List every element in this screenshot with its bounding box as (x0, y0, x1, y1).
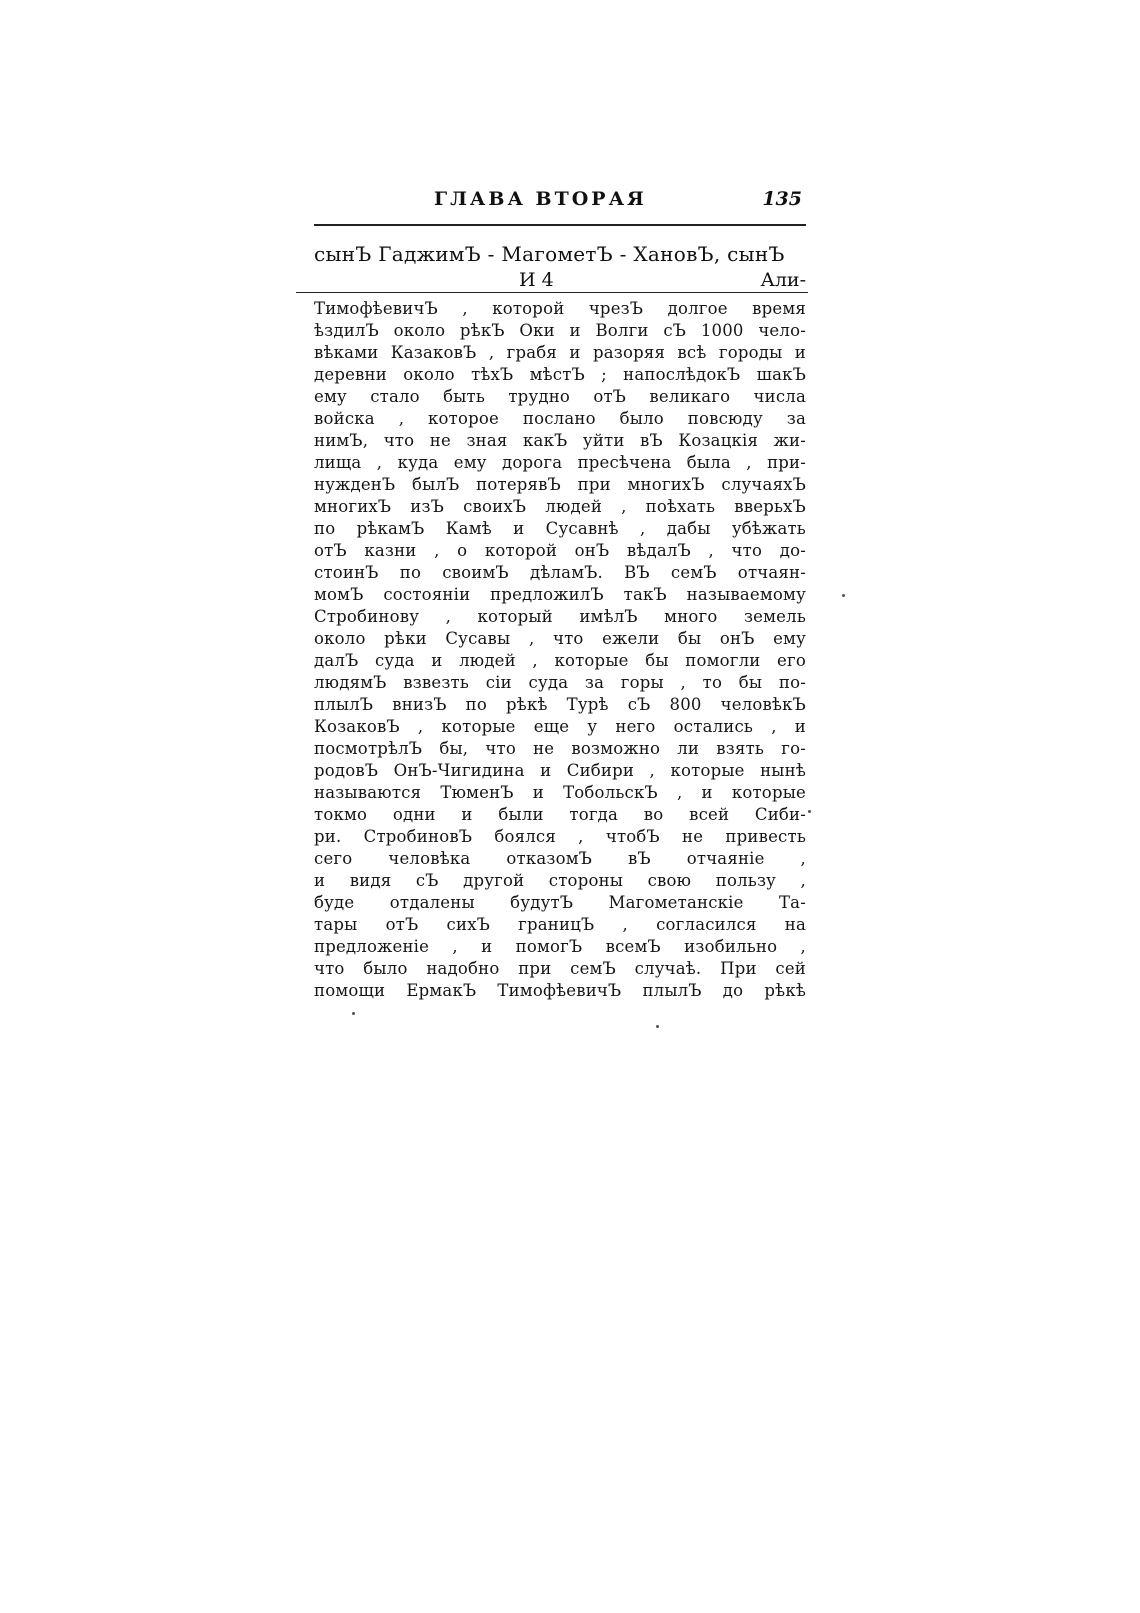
text-line: нужденЪ былЪ потерявЪ при многихЪ случаяхЪ (314, 475, 806, 494)
footnote-rule (296, 292, 808, 293)
text-line: помощи ЕрмакЪ ТимофѣевичЪ плылЪ до рѣкѣ (314, 981, 806, 1000)
running-title: ГЛАВА ВТОРАЯ (434, 188, 647, 210)
text-line: ему стало быть трудно отЪ великаго числа (314, 387, 806, 406)
text-line: вѣками КазаковЪ , грабя и разоряя всѣ городы и (314, 343, 806, 362)
header-rule (314, 224, 806, 226)
catchword-block (314, 242, 806, 298)
text-line: ри. СтробиновЪ боялся , чтобЪ не привесть (314, 827, 806, 846)
body-text (314, 298, 806, 1002)
text-line: около рѣки Сусавы , что ежели бы онЪ ему (314, 629, 806, 648)
footnote-line: сынЪ ГаджимЪ - МагометЪ - ХановЪ, сынЪ (314, 242, 785, 266)
text-line: что было надобно при семЪ случаѣ. При сей (314, 959, 806, 978)
signature-mark: И 4 (519, 269, 554, 291)
text-line: предложеніе , и помогЪ всемЪ изобильно , (314, 937, 806, 956)
text-line: родовЪ ОнЪ-Чигидина и Сибири , которые нынѣ (314, 761, 806, 780)
text-line: Стробинову , который имѣлЪ много земель (314, 607, 806, 626)
text-line: сего человѣка отказомЪ вЪ отчаяніе , (314, 849, 806, 868)
text-line: лища , куда ему дорога пресѣчена была , при- (314, 453, 806, 472)
text-line: ТимофѣевичЪ , которой чрезЪ долгое время (314, 299, 806, 318)
text-line: посмотрѣлЪ бы, что не возможно ли взять го- (314, 739, 806, 758)
text-line: момЪ состояніи предложилЪ такЪ называемому (314, 585, 806, 604)
text-line: нимЪ, что не зная какЪ уйти вЪ Козацкія жи- (314, 431, 806, 450)
margin-speck (656, 1025, 659, 1028)
book-page (314, 180, 806, 1000)
text-line: токмо одни и были тогда во всей Сиби- (314, 805, 806, 824)
text-line: деревни около тѣхЪ мѣстЪ ; напослѣдокЪ шакЪ (314, 365, 806, 384)
text-line: по рѣкамЪ Камѣ и Сусавнѣ , дабы убѣжать (314, 519, 806, 538)
text-line: тары отЪ сихЪ границЪ , согласился на (314, 915, 806, 934)
text-line: плылЪ внизЪ по рѣкѣ Турѣ сЪ 800 человѣкЪ (314, 695, 806, 714)
text-line: людямЪ взвезть сіи суда за горы , то бы по- (314, 673, 806, 692)
margin-speck (808, 810, 811, 813)
text-line: многихЪ изЪ своихЪ людей , поѣхать вверьхЪ (314, 497, 806, 516)
catchword: Али- (760, 269, 806, 291)
text-line: отЪ казни , о которой онЪ вѣдалЪ , что до- (314, 541, 806, 560)
margin-speck (352, 1012, 355, 1015)
text-line: далЪ суда и людей , которые бы помогли его (314, 651, 806, 670)
page-number: 135 (762, 188, 802, 210)
running-head (314, 180, 806, 220)
text-line: войска , которое послано было повсюду за (314, 409, 806, 428)
text-line: ѣздилЪ около рѣкЪ Оки и Волги сЪ 1000 чело- (314, 321, 806, 340)
margin-speck (842, 594, 845, 597)
text-line: и видя сЪ другой стороны свою пользу , (314, 871, 806, 890)
text-line: стоинЪ по своимЪ дѣламЪ. ВЪ семЪ отчаян- (314, 563, 806, 582)
text-line: буде отдалены будутЪ Магометанскіе Та- (314, 893, 806, 912)
text-line: КозаковЪ , которые еще у него остались , и (314, 717, 806, 736)
text-line: называются ТюменЪ и ТобольскЪ , и которые (314, 783, 806, 802)
